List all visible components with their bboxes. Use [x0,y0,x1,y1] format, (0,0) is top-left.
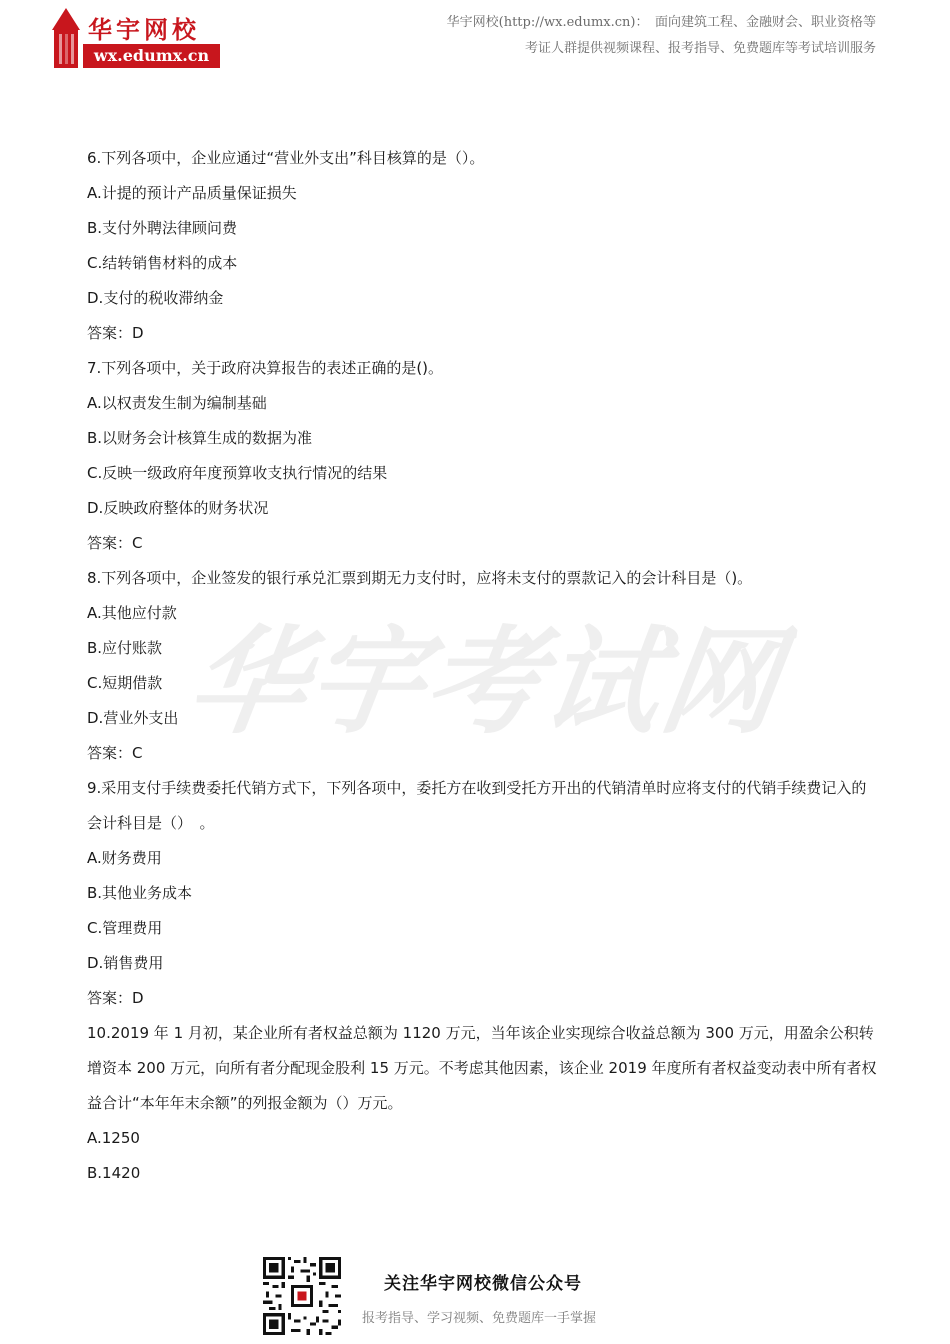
watermark: 华宇考试网 [180,615,790,750]
question-stem: 9.采用支付手续费委托代销方式下，下列各项中，委托方在收到受托方开出的代销清单时应将支付的代销手续费记入的会计科目是（） 。 [87,779,867,832]
question-stem: 7.下列各项中，关于政府决算报告的表述正确的是()。 [87,359,444,377]
question-option: C.管理费用 [87,919,163,937]
question-option: A.以权责发生制为编制基础 [87,394,267,412]
question-option: C.反映一级政府年度预算收支执行情况的结果 [87,464,388,482]
qr-code-icon[interactable] [263,1257,341,1335]
pencil-logo-icon [50,8,82,70]
question-answer: 答案：D [87,324,144,342]
header-info-line-1: 华宇网校(http://wx.edumx.cn)： 面向建筑工程、金融财会、职业资格等 [446,15,876,30]
header-info-line-2: 考证人群提供视频课程、报考指导、免费题库等考试培训服务 [524,41,876,56]
question-option: A.1250 [87,1129,140,1147]
question-option: B.1420 [87,1164,141,1182]
page-header [0,0,950,80]
question-option: B.以财务会计核算生成的数据为准 [87,429,313,447]
question-answer: 答案：C [87,534,143,552]
question-option: D.销售费用 [87,954,164,972]
question-option: D.营业外支出 [87,709,179,727]
page-footer [0,1255,950,1344]
logo[interactable] [50,8,222,70]
question-stem: 10.2019 年 1 月初，某企业所有者权益总额为 1120 万元，当年该企业实现综合收益总额为 300 万元，用盈余公积转增资本 200 万元，向所有者分配现金股利 15 万元。不考虑其他因素，该企业 2019 年度所有者权益变动表中所有者权益合计“本年年末余额”的列报金额为（）万元。 [87,1024,877,1112]
question-option: D.反映政府整体的财务状况 [87,499,269,517]
question-option: A.财务费用 [87,849,162,867]
question-stem: 6.下列各项中，企业应通过“营业外支出”科目核算的是（）。 [87,149,485,167]
logo-url: wx.edumx.cn [83,44,220,68]
question-stem: 8.下列各项中，企业签发的银行承兑汇票到期无力支付时，应将未支付的票款记入的会计科目是（)。 [87,569,753,587]
question-option: B.支付外聘法律顾问费 [87,219,238,237]
question-answer: 答案：C [87,744,143,762]
question-option: C.短期借款 [87,674,163,692]
question-option: A.其他应付款 [87,604,177,622]
footer-subtitle: 报考指导、学习视频、免费题库一手掌握 [362,1311,597,1326]
logo-title: 华宇网校 [88,15,200,44]
question-option: C.结转销售材料的成本 [87,254,238,272]
question-option: D.支付的税收滞纳金 [87,289,224,307]
question-list [87,141,877,1191]
question-option: B.其他业务成本 [87,884,193,902]
question-option: B.应付账款 [87,639,163,657]
footer-title: 关注华宇网校微信公众号 [384,1274,582,1294]
question-option: A.计提的预计产品质量保证损失 [87,184,297,202]
header-info [447,10,876,62]
question-answer: 答案：D [87,989,144,1007]
